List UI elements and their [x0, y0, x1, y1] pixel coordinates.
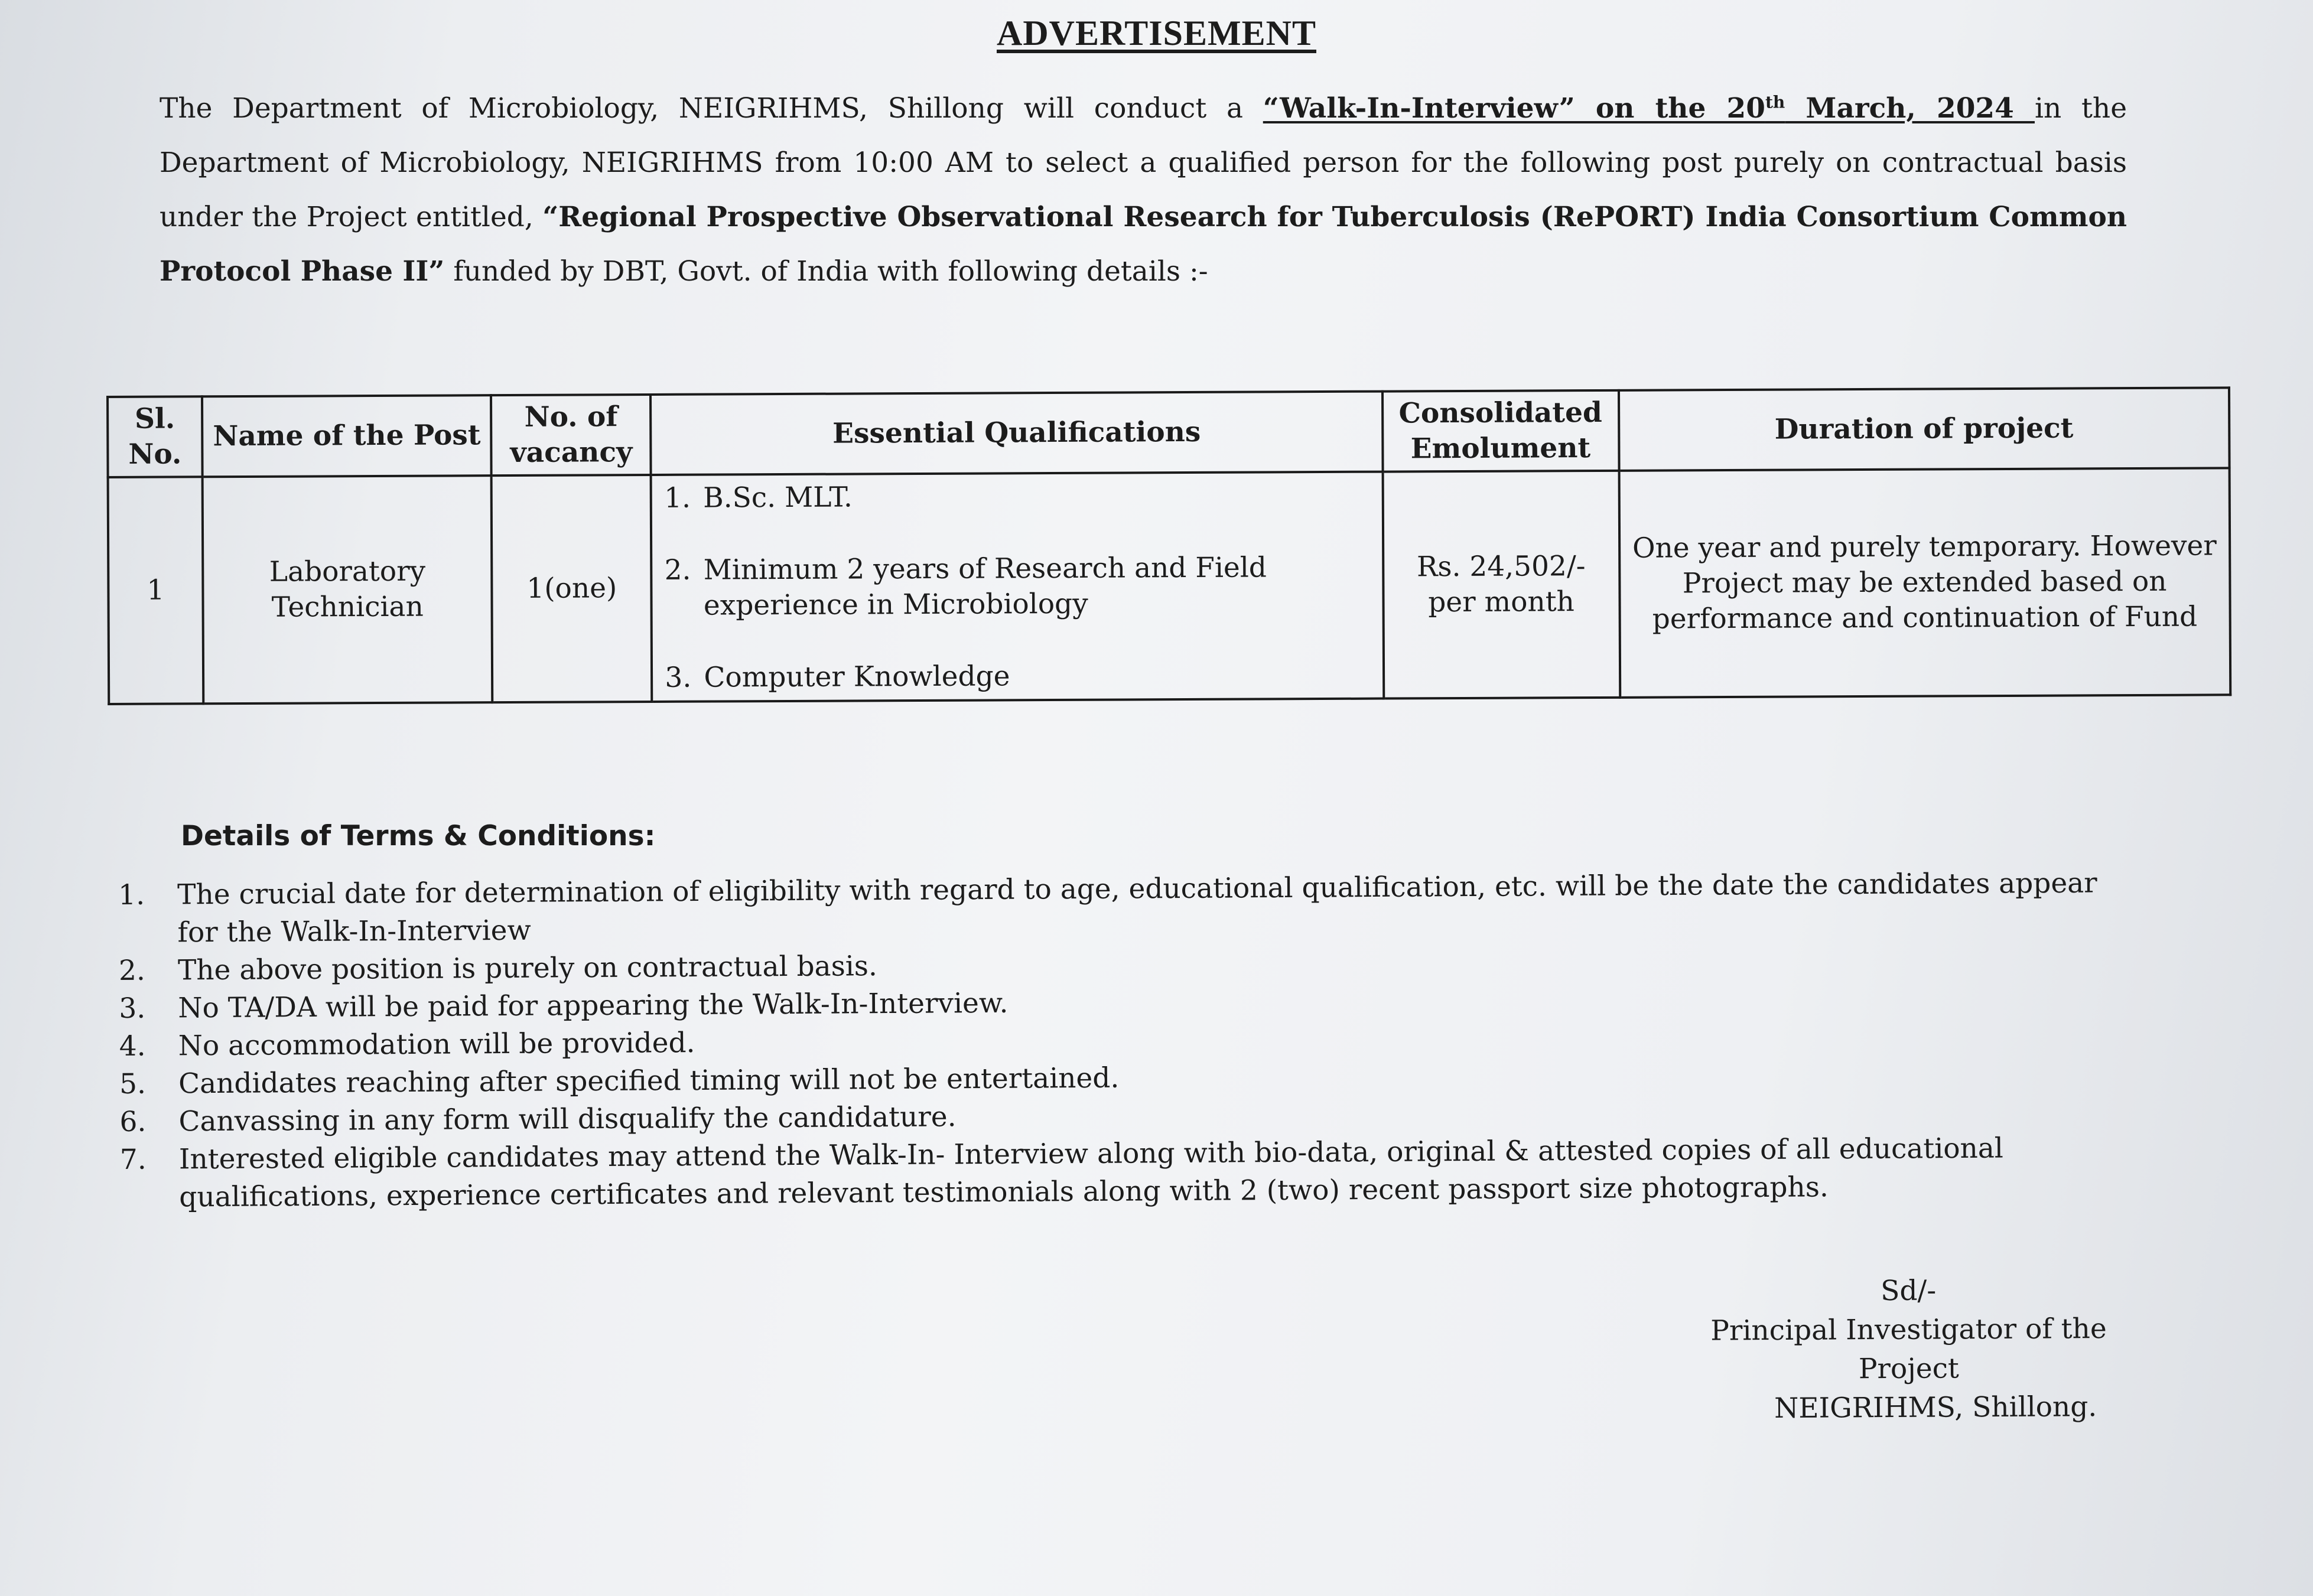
qualification-number: 1.	[664, 481, 691, 514]
signature-block	[1666, 1271, 2151, 1429]
term-text: The above position is purely on contractual basis.	[177, 950, 877, 987]
cell-sl-no: 1	[108, 477, 204, 704]
header-emolument: Consolidated Emolument	[1382, 390, 1619, 472]
intro-paragraph	[160, 82, 2127, 299]
term-text: Canvassing in any form will disqualify the candidature.	[178, 1100, 957, 1138]
term-text: The crucial date for determination of eligibility with regard to age, educational qualification, etc. will be the date the candidates appear for the Walk-In-Interview	[177, 867, 2097, 949]
qualification-number: 2.	[664, 553, 691, 587]
qualification-item	[665, 657, 1370, 696]
signature-sd: Sd/-	[1881, 1274, 1937, 1308]
intro-text-3: funded by DBT, Govt. of India with following details :-	[444, 255, 1208, 288]
qualification-text: B.Sc. MLT.	[703, 481, 853, 514]
term-number: 2.	[118, 954, 145, 987]
term-text: No TA/DA will be paid for appearing the Walk-In-Interview.	[178, 986, 1009, 1025]
table-row	[108, 468, 2231, 704]
term-number: 5.	[119, 1067, 147, 1100]
terms-list	[118, 864, 2140, 1217]
header-vacancy: No. of vacancy	[491, 395, 651, 475]
cell-qualifications	[651, 472, 1384, 702]
project-title: “Regional Prospective Observational Research for Tuberculosis (RePORT) India Consortium Common Protocol Phase II”	[160, 201, 2127, 288]
list-item	[118, 864, 2139, 952]
term-number: 1.	[118, 878, 145, 911]
term-number: 7.	[119, 1143, 147, 1176]
qualification-text: Computer Knowledge	[704, 660, 1010, 694]
cell-emolument: Rs. 24,502/- per month	[1382, 471, 1620, 699]
qualification-number: 3.	[665, 661, 692, 694]
cell-vacancy: 1(one)	[492, 475, 652, 702]
walk-in-date-rest: March, 2024	[1785, 92, 2035, 125]
term-text: Interested eligible candidates may attend the Walk-In- Interview along with bio-data, original & attested copies of all educational qualifications, experience certificates and relevant testimonials along with 2 (two) recent passport size photographs.	[178, 1132, 2004, 1214]
posts-table	[106, 386, 2231, 705]
header-sl-no: Sl. No.	[108, 396, 202, 477]
document-title: ADVERTISEMENT	[997, 14, 1316, 53]
list-item	[120, 1129, 2141, 1217]
table-header-row	[108, 387, 2230, 477]
qualification-item	[665, 550, 1371, 624]
walk-in-date	[1263, 92, 2035, 125]
term-number: 3.	[119, 992, 146, 1025]
term-number: 6.	[119, 1105, 147, 1138]
qualification-item	[664, 478, 1369, 516]
header-post-name: Name of the Post	[202, 395, 492, 477]
walk-in-label: “Walk-In-Interview” on the 20	[1263, 92, 1765, 125]
term-number: 4.	[119, 1030, 146, 1063]
qualification-text: Minimum 2 years of Research and Field experience in Microbiology	[703, 551, 1267, 622]
term-text: Candidates reaching after specified timing will not be entertained.	[178, 1061, 1120, 1100]
cell-duration: One year and purely temporary. However Project may be extended based on performance and continuation of Fund	[1619, 468, 2230, 698]
terms-heading: Details of Terms & Conditions:	[181, 820, 656, 852]
term-text: No accommodation will be provided.	[178, 1027, 695, 1063]
header-duration: Duration of project	[1618, 387, 2229, 471]
date-superscript: th	[1765, 92, 1785, 112]
cell-post-name: Laboratory Technician	[203, 475, 493, 703]
signature-org: NEIGRIHMS, Shillong.	[1774, 1390, 2097, 1425]
intro-text-1: The Department of Microbiology, NEIGRIHMS, Shillong will conduct a	[160, 92, 1263, 125]
header-qualifications: Essential Qualifications	[650, 392, 1382, 475]
signature-role: Principal Investigator of the Project	[1710, 1312, 2107, 1386]
intro-text-2: in the Department of Microbiology, NEIGRIHMS from 10:00 AM to select a qualified person for the following post purely on contractual basis under the Project entitled,	[160, 92, 2127, 233]
